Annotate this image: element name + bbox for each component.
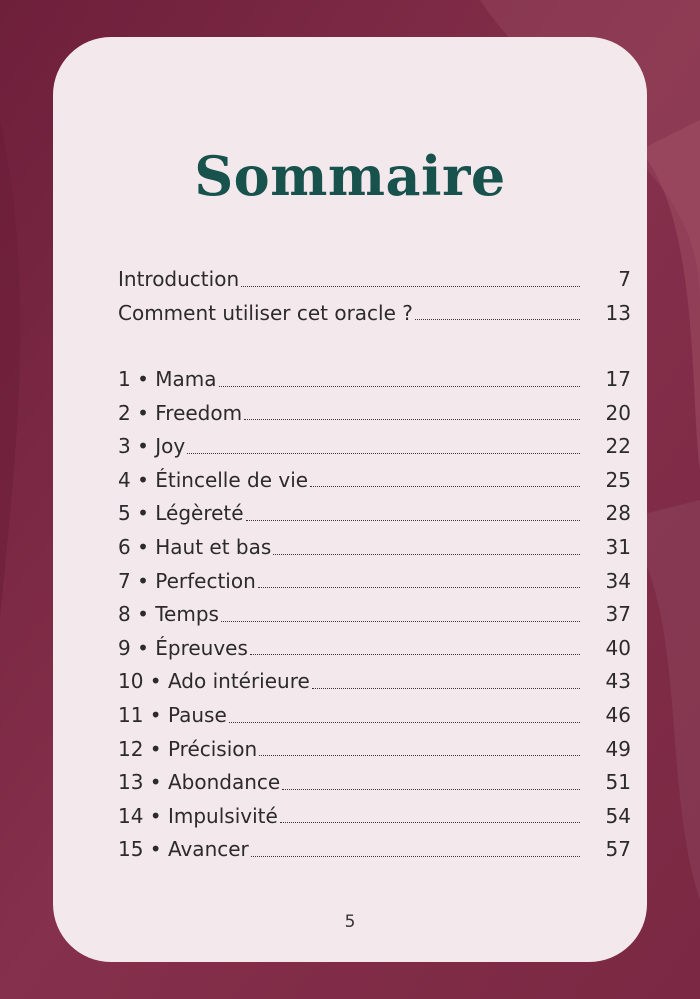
toc-card — [53, 37, 647, 962]
toc-entry-page: 28 — [605, 501, 631, 526]
page-title: Sommaire — [194, 144, 506, 208]
dot-leader — [312, 688, 580, 689]
page-number: 5 — [344, 912, 356, 932]
dot-leader — [258, 587, 580, 588]
toc-entry-page: 51 — [605, 770, 631, 795]
toc-entry-page: 25 — [605, 467, 631, 492]
dot-leader — [415, 319, 580, 320]
toc-entry[interactable] — [118, 464, 631, 498]
toc-entry-label: 9 • Épreuves — [118, 635, 248, 660]
toc-entry-page: 46 — [605, 702, 631, 727]
toc-entry-label: 5 • Légèreté — [118, 501, 244, 526]
toc-entry-label: 8 • Temps — [118, 602, 219, 627]
toc-entry-label: 2 • Freedom — [118, 400, 243, 425]
toc-cards-list — [118, 363, 631, 867]
dot-leader — [250, 654, 580, 655]
toc-entry-page: 34 — [605, 568, 631, 593]
toc-entry-label: 15 • Avancer — [118, 837, 249, 862]
toc-entry-label: 10 • Ado intérieure — [118, 669, 310, 694]
toc-entry-page: 17 — [605, 367, 631, 391]
toc-entry[interactable] — [118, 766, 631, 800]
toc-entry[interactable] — [118, 632, 631, 666]
toc-entry-page: 31 — [605, 534, 631, 559]
toc-entry[interactable] — [118, 598, 631, 632]
toc-entry-page: 7 — [618, 267, 631, 291]
toc-entry-label: Introduction — [118, 267, 240, 291]
toc-entry[interactable] — [118, 800, 631, 834]
toc-entry-label: 11 • Pause — [118, 702, 227, 727]
toc-entry[interactable] — [118, 531, 631, 565]
dot-leader — [229, 722, 580, 723]
toc-entry-label: 13 • Abondance — [118, 770, 281, 795]
toc-entry-label: 1 • Mama — [118, 367, 217, 391]
dot-leader — [280, 822, 580, 823]
toc-entry-label: 12 • Précision — [118, 736, 258, 761]
dot-leader — [244, 419, 580, 420]
toc-entry-page: 13 — [605, 300, 631, 325]
dot-leader — [282, 789, 580, 790]
toc-entry[interactable] — [118, 430, 631, 464]
toc-entry[interactable] — [118, 363, 631, 397]
toc-entry[interactable] — [118, 665, 631, 699]
toc-entry[interactable] — [118, 565, 631, 599]
toc-entry-label: 14 • Impulsivité — [118, 803, 278, 828]
dot-leader — [219, 386, 581, 387]
toc-entry-page: 57 — [605, 837, 631, 862]
dot-leader — [241, 286, 580, 287]
toc-intro-list — [118, 263, 631, 330]
toc-entry-label: 4 • Étincelle de vie — [118, 467, 309, 492]
toc-entry[interactable] — [118, 733, 631, 767]
toc-entry-page: 37 — [605, 602, 631, 627]
toc-entry-page: 22 — [605, 434, 631, 459]
toc-entry-label: Comment utiliser cet oracle ? — [118, 300, 413, 325]
toc-entry[interactable] — [118, 699, 631, 733]
toc-entry-page: 54 — [605, 803, 631, 828]
toc-entry-page: 20 — [605, 400, 631, 425]
toc-entry[interactable] — [118, 397, 631, 431]
dot-leader — [251, 856, 580, 857]
dot-leader — [187, 453, 580, 454]
dot-leader — [221, 621, 580, 622]
dot-leader — [273, 554, 580, 555]
toc-entry[interactable] — [118, 833, 631, 867]
toc-entry-label: 7 • Perfection — [118, 568, 256, 593]
toc-entry-page: 40 — [605, 635, 631, 660]
toc-entry-label: 3 • Joy — [118, 434, 186, 459]
toc-entry-page: 49 — [605, 736, 631, 761]
toc-entry-page: 43 — [605, 669, 631, 694]
dot-leader — [310, 486, 580, 487]
toc-entry-label: 6 • Haut et bas — [118, 534, 272, 559]
toc-entry[interactable] — [118, 297, 631, 331]
toc-entry[interactable] — [118, 263, 631, 297]
toc-entry[interactable] — [118, 497, 631, 531]
dot-leader — [259, 755, 580, 756]
dot-leader — [246, 520, 580, 521]
